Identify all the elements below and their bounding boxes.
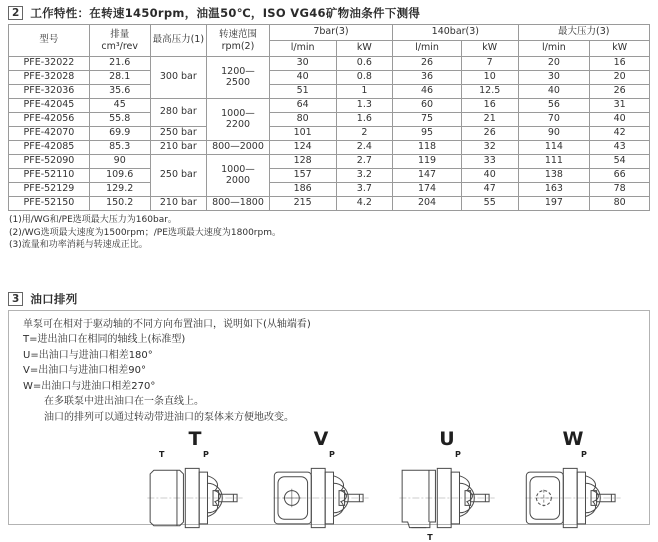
section2-number-badge: 2 — [8, 6, 23, 20]
cell-displacement: 55.8 — [89, 113, 150, 127]
spec-table — [8, 24, 650, 211]
col-header-speed-line2: rpm(2) — [221, 40, 255, 52]
cell-flow-140bar: 60 — [393, 99, 462, 113]
port-desc-rotate: 油口的排列可以通过转动带进油口的泵体来方便地改变。 — [44, 411, 294, 423]
col-header-speed-range — [207, 25, 270, 57]
cell-power-max: 26 — [590, 85, 650, 99]
cell-flow-140bar: 75 — [393, 113, 462, 127]
diagram-letter: U — [439, 428, 455, 451]
group-header-max-pressure: 最大压力(3) — [518, 25, 649, 41]
cell-flow-max: 40 — [518, 85, 590, 99]
cell-speed-range: 800—1800 — [207, 197, 270, 211]
diagram-letter: T — [188, 428, 202, 451]
cell-power-7bar: 0.6 — [336, 57, 393, 71]
pump-diagrams — [145, 429, 635, 542]
cell-flow-max: 138 — [518, 169, 590, 183]
cell-power-max: 31 — [590, 99, 650, 113]
cell-model: PFE-52150 — [9, 197, 90, 211]
cell-flow-max: 197 — [518, 197, 590, 211]
section2-title-text: 工作特性：在转速1450rpm，油温50℃，ISO VG46矿物油条件下测得 — [30, 6, 421, 20]
cell-power-140bar: 33 — [461, 155, 518, 169]
col-header-displacement — [89, 25, 150, 57]
table-row — [9, 57, 650, 71]
pump-drawing-wrap — [523, 450, 623, 535]
cell-flow-7bar: 30 — [269, 57, 336, 71]
table-row — [9, 71, 650, 85]
cell-power-max: 42 — [590, 127, 650, 141]
pump-drawing-wrap — [271, 450, 371, 535]
port-desc-intro: 单泵可在相对于驱动轴的不同方向布置油口，说明如下(从轴端看) — [23, 318, 311, 330]
cell-max-pressure: 250 bar — [150, 155, 207, 197]
port-label-p: P — [581, 450, 587, 460]
cell-displacement: 45 — [89, 99, 150, 113]
cell-model: PFE-32036 — [9, 85, 90, 99]
diagram-variant-u — [397, 429, 497, 542]
cell-power-7bar: 1 — [336, 85, 393, 99]
table-row — [9, 155, 650, 169]
cell-model: PFE-32022 — [9, 57, 90, 71]
cell-power-7bar: 1.3 — [336, 99, 393, 113]
cell-displacement: 129.2 — [89, 183, 150, 197]
cell-displacement: 150.2 — [89, 197, 150, 211]
cell-displacement: 21.6 — [89, 57, 150, 71]
cell-power-max: 40 — [590, 113, 650, 127]
cell-displacement: 85.3 — [89, 141, 150, 155]
cell-speed-range: 1000—2000 — [207, 155, 270, 197]
cell-flow-max: 114 — [518, 141, 590, 155]
cell-model: PFE-42045 — [9, 99, 90, 113]
group-header-140bar: 140bar(3) — [393, 25, 518, 41]
col-header-model: 型号 — [9, 25, 90, 57]
cell-flow-max: 70 — [518, 113, 590, 127]
pump-drawing-wrap — [145, 450, 245, 535]
port-desc-w: W=出油口与进油口相差270° — [23, 380, 156, 392]
port-label-p: P — [455, 450, 461, 460]
cell-power-max: 20 — [590, 71, 650, 85]
section3-number-badge: 3 — [8, 292, 23, 306]
cell-model: PFE-42085 — [9, 141, 90, 155]
cell-model: PFE-52129 — [9, 183, 90, 197]
cell-power-7bar: 3.2 — [336, 169, 393, 183]
cell-flow-7bar: 128 — [269, 155, 336, 169]
cell-power-140bar: 26 — [461, 127, 518, 141]
cell-flow-7bar: 51 — [269, 85, 336, 99]
cell-flow-max: 30 — [518, 71, 590, 85]
cell-max-pressure: 300 bar — [150, 57, 207, 99]
cell-power-140bar: 40 — [461, 169, 518, 183]
cell-speed-range: 800—2000 — [207, 141, 270, 155]
pump-drawing-u-icon — [397, 461, 497, 535]
port-label-t-bottom: T — [427, 533, 433, 542]
table-row — [9, 85, 650, 99]
cell-power-max: 16 — [590, 57, 650, 71]
cell-power-140bar: 55 — [461, 197, 518, 211]
cell-flow-140bar: 26 — [393, 57, 462, 71]
cell-speed-range: 1000—2200 — [207, 99, 270, 141]
pump-drawing-v-icon — [271, 461, 371, 535]
footnote-1: (1)用/WG和/PE选项最大压力为160bar。 — [9, 215, 177, 225]
footnote-3: (3)流量和功率消耗与转速成正比。 — [9, 240, 148, 251]
table-row — [9, 197, 650, 211]
cell-flow-140bar: 204 — [393, 197, 462, 211]
diagram-letter: W — [562, 428, 584, 451]
cell-model: PFE-32028 — [9, 71, 90, 85]
cell-model: PFE-52090 — [9, 155, 90, 169]
cell-flow-7bar: 186 — [269, 183, 336, 197]
cell-displacement: 90 — [89, 155, 150, 169]
cell-displacement: 109.6 — [89, 169, 150, 183]
cell-flow-max: 163 — [518, 183, 590, 197]
unit-header-lmin-max: l/min — [518, 41, 590, 57]
cell-model: PFE-42070 — [9, 127, 90, 141]
port-label-t: T — [159, 450, 165, 460]
cell-displacement: 69.9 — [89, 127, 150, 141]
footnote-2: (2)/WG选项最大速度为1500rpm；/PE选项最大速度为1800rpm。 — [9, 227, 281, 238]
cell-flow-140bar: 46 — [393, 85, 462, 99]
diagram-variant-w — [523, 429, 623, 542]
port-label-p: P — [203, 450, 209, 460]
pump-drawing-wrap — [397, 450, 497, 535]
cell-power-140bar: 21 — [461, 113, 518, 127]
cell-power-140bar: 32 — [461, 141, 518, 155]
cell-power-max: 66 — [590, 169, 650, 183]
section3-title — [8, 291, 658, 307]
unit-header-lmin-7bar: l/min — [269, 41, 336, 57]
group-header-7bar: 7bar(3) — [269, 25, 392, 41]
cell-power-140bar: 47 — [461, 183, 518, 197]
cell-max-pressure: 210 bar — [150, 141, 207, 155]
cell-model: PFE-52110 — [9, 169, 90, 183]
cell-power-7bar: 4.2 — [336, 197, 393, 211]
cell-power-140bar: 16 — [461, 99, 518, 113]
cell-flow-140bar: 95 — [393, 127, 462, 141]
cell-max-pressure: 250 bar — [150, 127, 207, 141]
table-row — [9, 169, 650, 183]
port-desc-multi: 在多联泵中进出油口在一条直线上。 — [44, 396, 204, 408]
port-desc-u: U=出油口与进油口相差180° — [23, 349, 153, 361]
unit-header-kw-140bar: kW — [461, 41, 518, 57]
cell-power-7bar: 2.4 — [336, 141, 393, 155]
cell-flow-7bar: 40 — [269, 71, 336, 85]
diagram-letter: V — [313, 428, 329, 451]
cell-max-pressure: 210 bar — [150, 197, 207, 211]
cell-power-max: 78 — [590, 183, 650, 197]
section3-title-text: 油口排列 — [30, 291, 78, 306]
cell-flow-max: 20 — [518, 57, 590, 71]
col-header-displacement-line2: cm³/rev — [101, 40, 139, 52]
cell-flow-7bar: 101 — [269, 127, 336, 141]
cell-power-140bar: 10 — [461, 71, 518, 85]
cell-flow-max: 90 — [518, 127, 590, 141]
cell-power-7bar: 1.6 — [336, 113, 393, 127]
unit-header-kw-max: kW — [590, 41, 650, 57]
port-label-p: P — [329, 450, 335, 460]
cell-power-7bar: 2 — [336, 127, 393, 141]
cell-flow-7bar: 64 — [269, 99, 336, 113]
cell-flow-140bar: 147 — [393, 169, 462, 183]
table-footnotes — [9, 214, 658, 252]
cell-flow-7bar: 80 — [269, 113, 336, 127]
cell-flow-max: 111 — [518, 155, 590, 169]
cell-flow-140bar: 174 — [393, 183, 462, 197]
cell-model: PFE-42056 — [9, 113, 90, 127]
header-row-groups — [9, 25, 650, 41]
port-arrangement-box — [8, 310, 650, 542]
cell-flow-7bar: 124 — [269, 141, 336, 155]
section3 — [0, 291, 658, 542]
cell-power-7bar: 0.8 — [336, 71, 393, 85]
table-row — [9, 99, 650, 113]
cell-power-140bar: 12.5 — [461, 85, 518, 99]
table-row — [9, 113, 650, 127]
unit-header-lmin-140bar: l/min — [393, 41, 462, 57]
cell-displacement: 35.6 — [89, 85, 150, 99]
diagram-variant-t — [145, 429, 245, 542]
cell-power-max: 54 — [590, 155, 650, 169]
cell-power-7bar: 2.7 — [336, 155, 393, 169]
table-row — [9, 183, 650, 197]
pump-drawing-w-icon — [523, 461, 623, 535]
pump-drawing-t-icon — [145, 461, 245, 535]
section2-title — [8, 5, 658, 21]
cell-flow-140bar: 119 — [393, 155, 462, 169]
cell-max-pressure: 280 bar — [150, 99, 207, 127]
table-row — [9, 127, 650, 141]
diagram-variant-v — [271, 429, 371, 542]
cell-flow-max: 56 — [518, 99, 590, 113]
cell-flow-7bar: 215 — [269, 197, 336, 211]
cell-flow-140bar: 118 — [393, 141, 462, 155]
port-description — [23, 317, 635, 426]
cell-power-7bar: 3.7 — [336, 183, 393, 197]
unit-header-kw-7bar: kW — [336, 41, 393, 57]
cell-power-max: 43 — [590, 141, 650, 155]
cell-power-140bar: 7 — [461, 57, 518, 71]
cell-displacement: 28.1 — [89, 71, 150, 85]
table-row — [9, 141, 650, 155]
cell-flow-7bar: 157 — [269, 169, 336, 183]
cell-flow-140bar: 36 — [393, 71, 462, 85]
cell-power-max: 80 — [590, 197, 650, 211]
port-desc-v: V=出油口与进油口相差90° — [23, 365, 146, 377]
col-header-speed-line1: 转速范围 — [218, 29, 257, 41]
col-header-max-pressure: 最高压力(1) — [150, 25, 207, 57]
cell-speed-range: 1200—2500 — [207, 57, 270, 99]
port-desc-t: T=进出油口在相同的轴线上(标准型) — [23, 334, 186, 346]
col-header-displacement-line1: 排量 — [110, 29, 130, 41]
